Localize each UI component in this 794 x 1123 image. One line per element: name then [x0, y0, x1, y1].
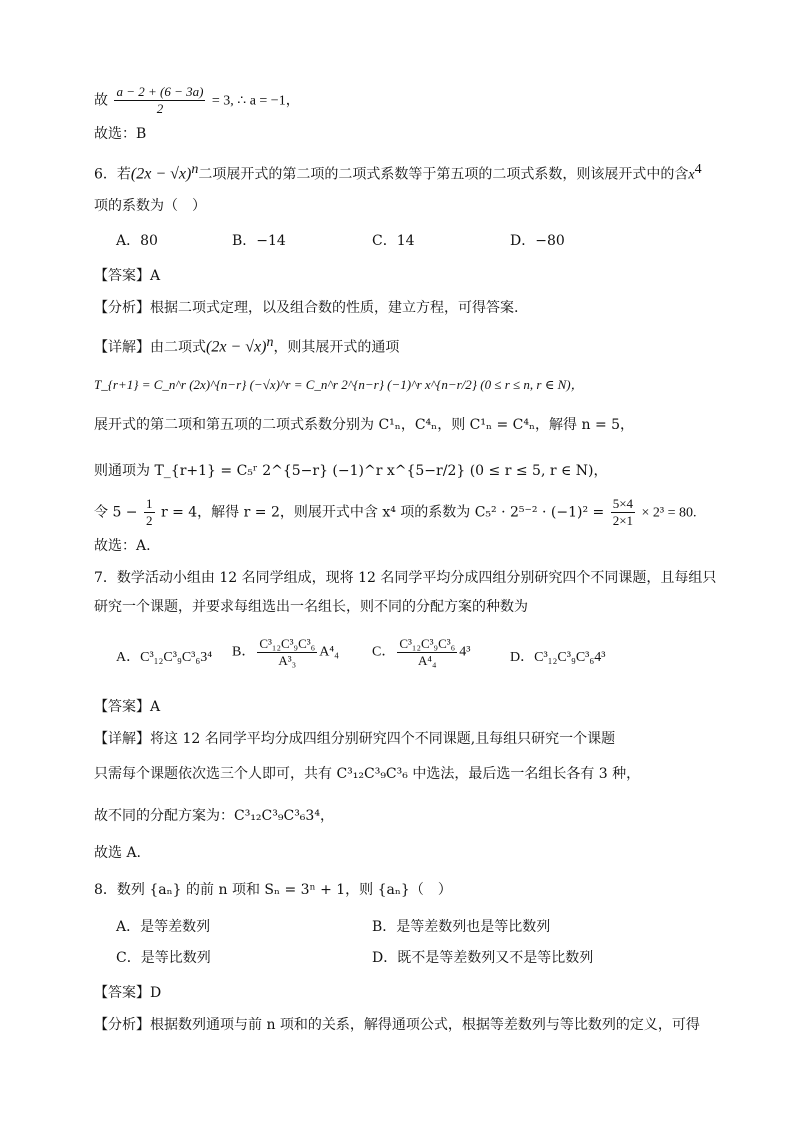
option-tail: 4³ [459, 644, 471, 660]
detail-6-line-4: 则通项为 T_{r+1} = C₅ʳ 2^{5−r} (−1)^r x^{5−r/2} (0 ≤ r ≤ 5, r ∈ N)， [94, 463, 608, 479]
detail-text: r = 4，解得 r = 2，则展开式中含 x⁴ 项的系数为 C₅² · 2⁵⁻² · (−1)² = [160, 504, 605, 521]
option-b: B．是等差数列也是等比数列 [372, 919, 551, 935]
detail-6-line-3: 展开式的第二项和第五项的二项式系数分别为 C¹ₙ，C⁴ₙ，则 C¹ₙ = C⁴ₙ，解得 n = 5， [94, 417, 635, 433]
binomial-expression: (2x − √x) [130, 165, 192, 183]
answer-tag: 【答案】 [94, 268, 150, 284]
analysis-tag: 【分析】 [94, 300, 150, 316]
fraction-denominator: A⁴₄ [418, 653, 437, 668]
detail-7-line-1 [94, 729, 615, 749]
detail-text: 令 5 − [94, 504, 138, 521]
detail-text: 由二项式 [150, 339, 206, 356]
question-6-line-1: 6．若$(2x - √x)^n$二项展开式的第二项的二项式系数等于第五项的二项式系数，则该展开式中的含$x^4$ [94, 162, 702, 183]
option-c [372, 636, 470, 669]
fraction-numerator: 1 [146, 496, 153, 511]
question-6-line-2: 项的系数为（ ） [94, 198, 206, 214]
fraction-denominator: 2×1 [612, 513, 634, 528]
equation-rest: = 3, ∴ a = −1， [211, 93, 300, 109]
question-7-line-1: 7．数学活动小组由 12 名同学组成，现将 12 名同学平均分成四组分别研究四个不同课题，且每组只 [94, 570, 717, 586]
option-label: C． [372, 644, 396, 660]
solution-line-1 [94, 84, 300, 117]
fraction-numerator: C³₁₂C³₉C³₆ [259, 636, 316, 651]
selection-line: 故选：B [94, 126, 147, 142]
analysis-text: 根据数列通项与前 n 项和的关系，解得通项公式，根据等差数列与等比数列的定义，可得 [150, 1017, 700, 1033]
answer-tag: 【答案】 [94, 985, 150, 1001]
detail-6-line-5 [94, 496, 697, 529]
option-a: A．C³₁₂C³₉C³₆3⁴ [116, 650, 213, 665]
fraction-denominator: 2 [146, 513, 153, 528]
fraction-5x4 [611, 496, 635, 529]
analysis-tag: 【分析】 [94, 1017, 150, 1033]
question-8: 8．数列 {aₙ} 的前 n 项和 Sₙ = 3ⁿ + 1，则 {aₙ}（ ） [94, 882, 452, 898]
fraction-numerator: 5×4 [612, 496, 634, 511]
question-number: 6．若 [94, 166, 131, 183]
selection-6: 故选：A. [94, 538, 151, 554]
detail-tag: 【详解】 [94, 339, 150, 356]
analysis-text: 根据二项式定理，以及组合数的性质，建立方程，可得答案. [150, 300, 519, 316]
detail-tag: 【详解】 [94, 731, 150, 747]
detail-6-line-1: 【详解】由二项式$(2x - √x)^n$，则其展开式的通项 [94, 335, 400, 356]
fraction [114, 84, 205, 117]
fraction [397, 636, 457, 669]
answer-7 [94, 697, 160, 717]
option-label: B． [232, 644, 256, 660]
text: 故 [94, 92, 108, 109]
detail-text: ，则其展开式的通项 [273, 339, 400, 356]
option-b [232, 636, 339, 669]
option-d: D．−80 [510, 233, 565, 249]
fraction-denominator: 2 [156, 101, 164, 116]
option-d: D．C³₁₂C³₉C³₆4³ [510, 650, 606, 665]
answer-value: A [150, 699, 161, 715]
answer-value: D [150, 985, 162, 1001]
detail-text: 将这 12 名同学平均分成四组分别研究四个不同课题,且每组只研究一个课题 [150, 731, 616, 747]
answer-8 [94, 983, 161, 1003]
fraction-numerator: C³₁₂C³₉C³₆ [399, 636, 456, 651]
question-text: 二项展开式的第二项的二项式系数等于第五项的二项式系数，则该展开式中的含 [198, 166, 689, 183]
option-c: C．是等比数列 [116, 950, 211, 966]
detail-text: × 2³ = 80. [641, 505, 697, 521]
answer-tag: 【答案】 [94, 699, 150, 715]
option-a: A．80 [116, 233, 158, 249]
detail-7-line-2: 只需每个课题依次选三个人即可，共有 C³₁₂C³₉C³₆ 中选法，最后选一名组长各有 3 种， [94, 766, 641, 782]
option-d: D．既不是等差数列又不是等比数列 [372, 950, 594, 966]
fraction-denominator: A³₃ [278, 653, 297, 668]
general-term-formula: T_{r+1} = C_n^r (2x)^{n−r} (−√x)^r = C_n^r 2^{n−r} (−1)^r x^{n−r/2} (0 ≤ r ≤ n, r ∈ N)， [94, 377, 584, 392]
answer-6 [94, 266, 160, 286]
analysis-6 [94, 298, 518, 318]
fraction-numerator: a − 2 + (6 − 3a) [116, 84, 204, 99]
answer-value: A [150, 268, 161, 284]
option-a: A．是等差数列 [116, 919, 211, 935]
option-b: B．−14 [232, 233, 286, 249]
detail-7-line-3: 故不同的分配方案为：C³₁₂C³₉C³₆3⁴， [94, 808, 334, 824]
selection-7: 故选 A. [94, 845, 142, 861]
question-7-line-2: 研究一个课题，并要求每组选出一名组长，则不同的分配方案的种数为 [94, 599, 528, 615]
option-tail: A⁴₄ [319, 644, 340, 660]
binomial-expression: (2x − √x) [206, 338, 267, 356]
option-c: C．14 [372, 233, 415, 249]
fraction [257, 636, 317, 669]
analysis-8 [94, 1015, 700, 1035]
fraction-half [144, 496, 155, 529]
variable-x: x [688, 167, 695, 183]
